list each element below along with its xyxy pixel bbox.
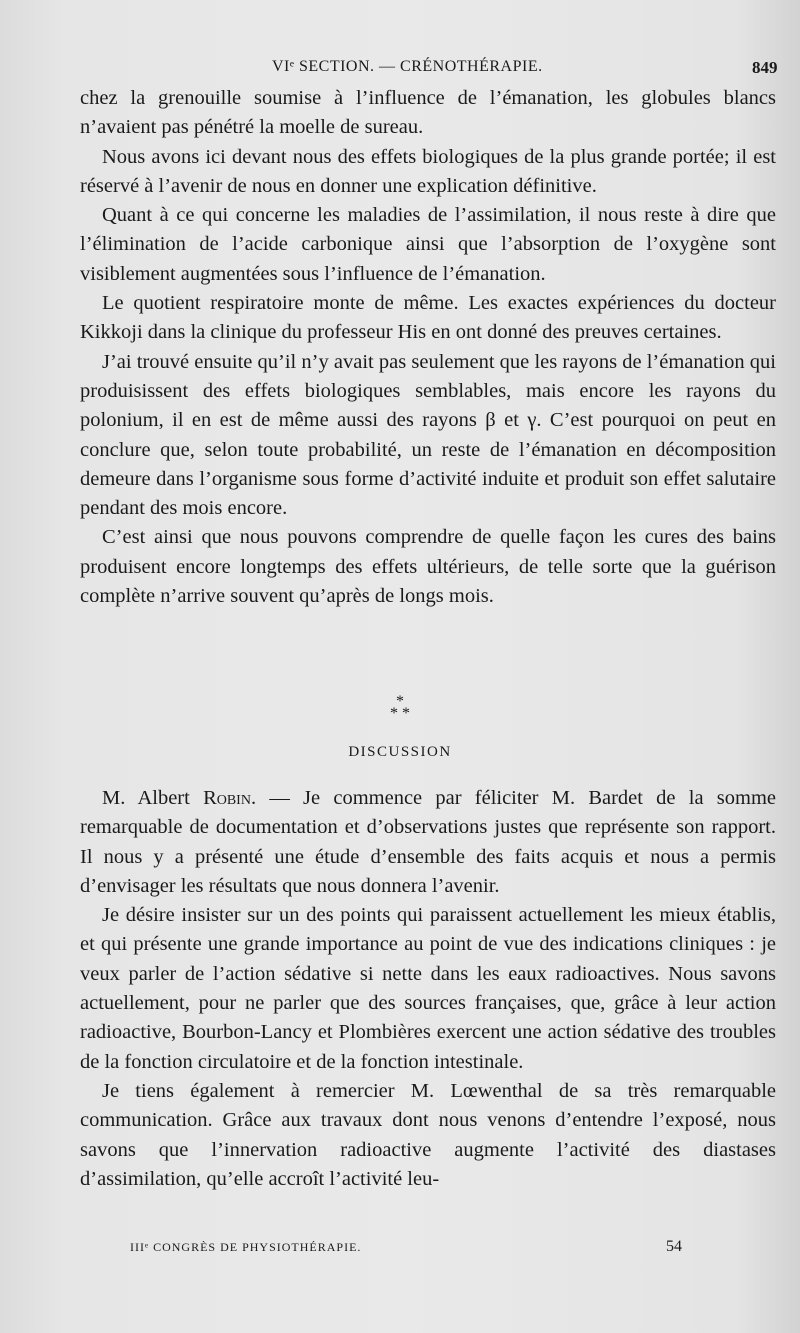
paragraph-4: Le quotient respiratoire monte de même. Les exactes expériences du docteur Kikkoji dans la clinique du professeur His en ont donné des preuves certaines. (80, 292, 776, 344)
discussion-text (80, 784, 776, 1194)
footer-sheet-number: 54 (666, 1238, 682, 1255)
page-footer (0, 1240, 800, 1262)
paragraph-1: chez la grenouille soumise à l’influence de l’émanation, les globules blancs n’avaient pas pénétré la moelle de sureau. (80, 87, 776, 139)
asterism (0, 693, 800, 722)
page-number: 849 (752, 58, 778, 77)
running-head (0, 58, 800, 82)
speaker-prefix: M. Albert (102, 787, 204, 809)
discussion-paragraph-3: Je tiens également à remercier M. Lœwenthal de sa très remarquable communication. Grâce aux travaux dont nous venons d’entendre l’exposé, nous savons que l’innervation radioactive augmente l’activité des diastases d’assimilation, qu’elle accroît l’activité leu- (80, 1079, 776, 1190)
section-heading: DISCUSSION (348, 744, 452, 760)
main-text (80, 84, 776, 611)
speaker-name: Robin (203, 787, 251, 809)
paragraph-6: C’est ainsi que nous pouvons comprendre de quelle façon les cures des bains produisent encore longtemps des effets ultérieurs, de telle sorte que la guérison complète n’arrive souvent qu’après de longs mois. (80, 526, 776, 608)
footer-signature: IIIᵉ CONGRÈS DE PHYSIOTHÉRAPIE. (130, 1240, 362, 1254)
discussion-paragraph-2: Je désire insister sur un des points qui paraissent actuellement les mieux établis, et qui présente une grande importance au point de vue des indications cliniques : je veux parler de l’action sédative si nette dans les eaux radioactives. Nous savons actuellement, pour ne parler que des sources françaises, que, grâce à leur action radioactive, Bourbon-Lancy et Plombières exercent une action sédative des troubles de la fonction circulatoire et de la fonction intestinale. (80, 904, 776, 1073)
asterism-bottom: * * (390, 705, 410, 722)
paragraph-3: Quant à ce qui concerne les maladies de l’assimilation, il nous reste à dire que l’élimination de l’acide carbonique ainsi que l’absorption de l’oxygène sont visiblement augmentées sous l’influence de l’émanation. (80, 204, 776, 285)
paragraph-2: Nous avons ici devant nous des effets biologiques de la plus grande portée; il est réservé à l’avenir de nous en donner une explication définitive. (80, 145, 776, 197)
speaker-statement: . — Je commence par féliciter M. Bardet de la somme remarquable de documentation et d’observations justes que représente son rapport. Il nous y a présenté une étude d’ensemble des faits acquis et nous a permis d’envisager les résultats que nous donnera l’avenir. (80, 787, 777, 897)
asterism-top: * (396, 693, 404, 710)
discussion-paragraph-1 (80, 784, 776, 901)
paragraph-5: J’ai trouvé ensuite qu’il n’y avait pas seulement que les rayons de l’émanation qui produisissent des effets biologiques semblables, mais encore les rayons du polonium, il en est de même aussi des rayons β et γ. C’est pourquoi on peut en conclure que, selon toute probabilité, un reste de l’émanation en décomposition demeure dans l’organisme sous forme d’activité induite et produit son effet salutaire pendant des mois encore. (80, 350, 776, 520)
running-head-title: VIᵉ SECTION. — CRÉNOTHÉRAPIE. (272, 58, 543, 75)
